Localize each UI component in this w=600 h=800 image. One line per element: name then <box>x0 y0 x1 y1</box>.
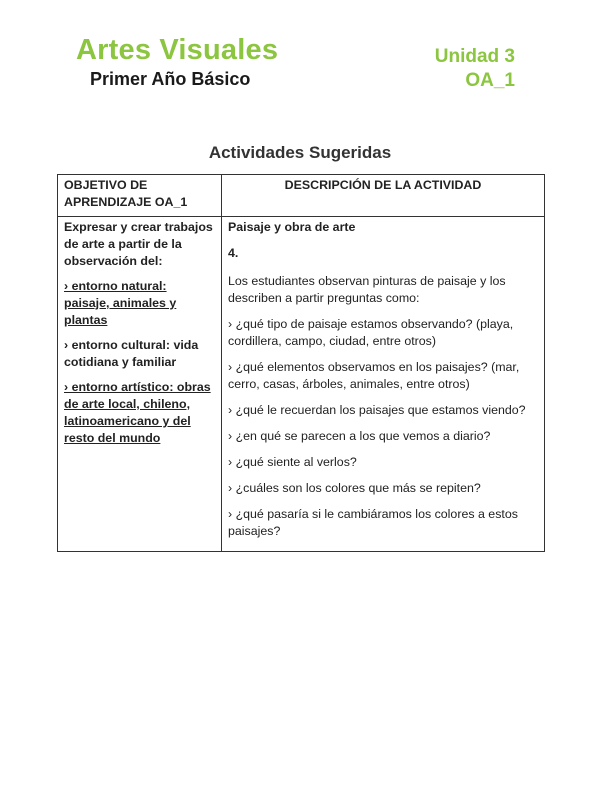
section-title: Actividades Sugeridas <box>208 143 392 162</box>
activity-description: Los estudiantes observan pinturas de paisaje y los describen a partir preguntas como: <box>228 274 506 305</box>
grade-subtitle: Primer Año Básico <box>90 69 251 89</box>
objective-intro: Expresar y crear trabajos de arte a partir de la observación del: <box>64 220 213 268</box>
table-header-row <box>58 175 545 217</box>
description-column-header: DESCRIPCIÓN DE LA ACTIVIDAD <box>222 175 545 217</box>
description-cell <box>222 217 545 552</box>
activity-number: 4. <box>228 246 239 260</box>
objective-item-natural: › entorno natural: paisaje, animales y plantas <box>64 279 177 327</box>
objective-item-artistic: › entorno artístico: obras de arte local, chileno, latinoamericano y del resto del mundo <box>64 380 211 445</box>
activities-table <box>57 174 545 552</box>
unit-label: Unidad 3 <box>434 46 515 67</box>
objective-item-cultural: › entorno cultural: vida cotidiana y familiar <box>64 338 199 369</box>
subject-title: Artes Visuales <box>76 34 279 66</box>
table-row <box>58 217 545 552</box>
activity-question: › ¿en qué se parecen a los que vemos a diario? <box>228 429 491 443</box>
objective-column-header: OBJETIVO DE APRENDIZAJE OA_1 <box>58 175 222 217</box>
activity-question: › ¿qué siente al verlos? <box>228 455 357 469</box>
activity-title: Paisaje y obra de arte <box>228 220 356 234</box>
activity-question: › ¿cuáles son los colores que más se repiten? <box>228 481 481 495</box>
activity-question: › ¿qué tipo de paisaje estamos observando? (playa, cordillera, campo, ciudad, entre otros) <box>228 317 514 348</box>
activity-question: › ¿qué le recuerdan los paisajes que estamos viendo? <box>228 403 526 417</box>
activity-question: › ¿qué pasaría si le cambiáramos los colores a estos paisajes? <box>228 507 518 538</box>
oa-label: OA_1 <box>465 70 515 91</box>
activity-question: › ¿qué elementos observamos en los paisajes? (mar, cerro, casas, árboles, animales, entre otros) <box>228 360 520 391</box>
objective-cell <box>58 217 222 552</box>
